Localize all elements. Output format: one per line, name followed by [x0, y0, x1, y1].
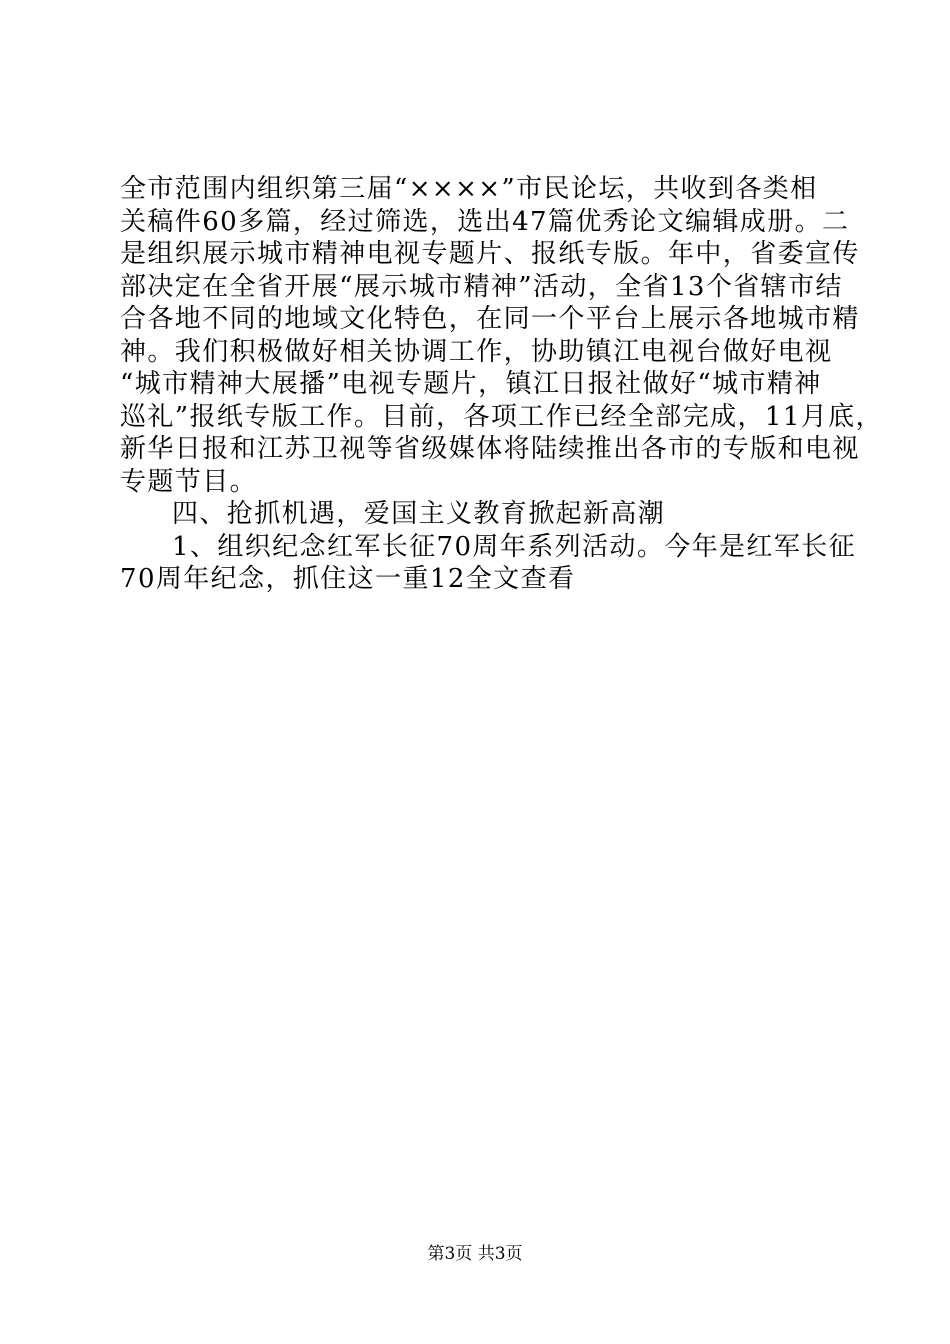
body-line-9: 新华日报和江苏卫视等省级媒体将陆续推出各市的专版和电视 [120, 434, 860, 464]
body-line-6: 神。我们积极做好相关协调工作，协助镇江电视台做好电视 [120, 336, 833, 367]
section-heading: 四、抢抓机遇，爱国主义教育掀起新高潮 [172, 499, 666, 529]
body-line-3: 是组织展示城市精神电视专题片、报纸专版。年中，省委宣传 [120, 239, 860, 269]
page-footer: 第3页 共3页 [427, 1244, 523, 1264]
body-line-7: “城市精神大展播”电视专题片，镇江日报社做好“城市精神 [120, 369, 822, 399]
body-line-1: 全市范围内组织第三届“××××”市民论坛，共收到各类相 [120, 174, 818, 204]
body-line-10: 专题节目。 [120, 466, 258, 497]
item-line-2: 70周年纪念，抓住这一重12全文查看 [120, 564, 576, 594]
body-line-8: 巡礼”报纸专版工作。目前，各项工作已经全部完成，11月底， [120, 401, 883, 432]
document-body [120, 173, 883, 596]
item-line-1: 1、组织纪念红军长征70周年系列活动。今年是红军长征 [172, 531, 857, 562]
body-line-4: 部决定在全省开展“展示城市精神”活动，全省13个省辖市结 [120, 271, 843, 302]
body-line-2: 关稿件60多篇，经过筛选，选出47篇优秀论文编辑成册。二 [120, 206, 850, 237]
body-line-5: 合各地不同的地域文化特色，在同一个平台上展示各地城市精 [120, 304, 860, 334]
